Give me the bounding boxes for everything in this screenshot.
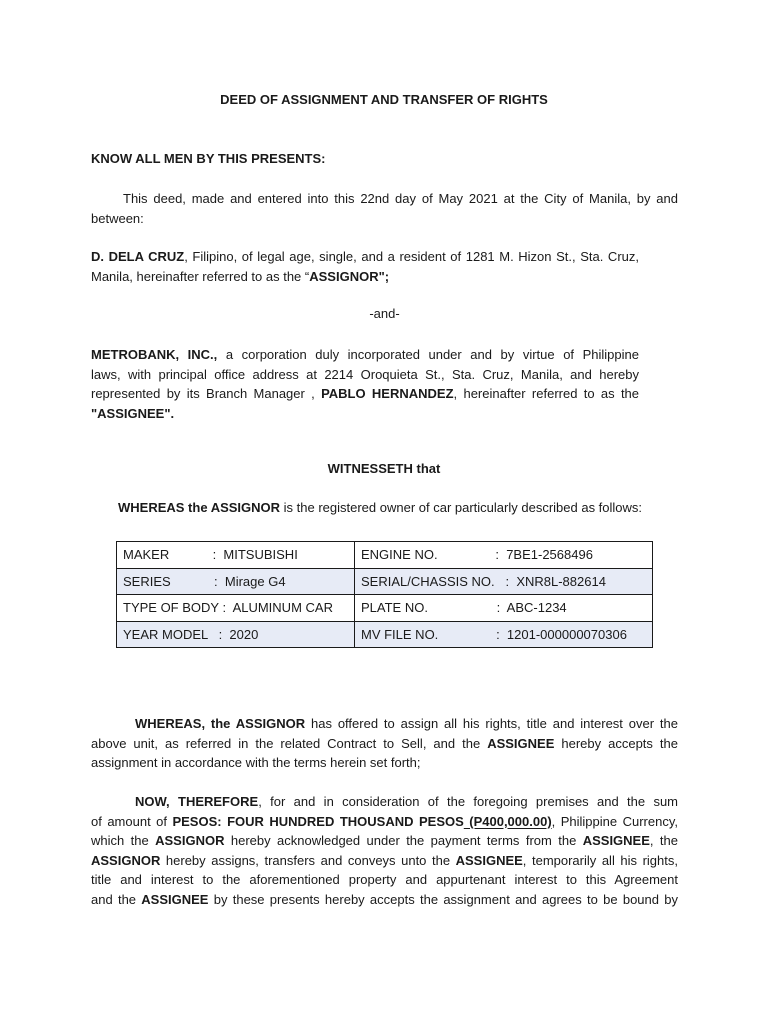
now-therefore-assignee: ASSIGNEE — [582, 833, 650, 848]
assignor-line-2-end: "; — [378, 268, 390, 284]
assignor-line-1-text: , Filipino, of legal age, single, and a resident of 1281 M. Hizon St., Sta. Cruz, — [184, 249, 639, 264]
assignee-line-1 — [91, 345, 639, 365]
whereas-owner-bold: WHEREAS the ASSIGNOR — [118, 500, 281, 515]
whereas-owner-line — [118, 500, 642, 515]
document-title: DEED OF ASSIGNMENT AND TRANSFER OF RIGHTS — [220, 92, 548, 107]
amount-in-figures: (P400,000.00) — [463, 813, 552, 829]
table-cell: PLATE NO. : ABC-1234 — [355, 595, 653, 622]
table-row — [117, 595, 653, 622]
assignee-paragraph — [91, 345, 639, 423]
assignor-paragraph — [91, 247, 639, 286]
assignor-line-1 — [91, 247, 639, 267]
assignor-label: ASSIGNOR — [309, 268, 379, 284]
now-therefore-line-6 — [91, 890, 678, 910]
now-therefore-line-3-mid: hereby acknowledged under the payment terms from the — [224, 833, 583, 848]
assignee-line-3-end: , hereinafter referred to as the — [453, 386, 640, 401]
now-therefore-line-4-end: , temporarily all his rights, — [522, 852, 678, 868]
now-therefore-assignor: ASSIGNOR — [91, 852, 161, 868]
now-therefore-line-6-text: and the — [91, 891, 142, 907]
assignor-line-2-text: Manila, hereinafter referred to as the “ — [91, 268, 310, 284]
now-therefore-line-2-end: , Philippine Currency, — [551, 813, 678, 829]
assignor-line-2 — [91, 267, 639, 287]
whereas-owner-text: is the registered owner of car particularly described as follows: — [280, 500, 643, 515]
assignee-representative: PABLO HERNANDEZ — [321, 386, 454, 401]
intro-paragraph — [91, 189, 678, 228]
now-therefore-line-3-end: , the — [649, 833, 678, 848]
now-therefore-bold: NOW, THEREFORE — [135, 794, 259, 809]
now-therefore-line-6-end: by these presents hereby accepts the assignment and agrees to be bound by — [208, 891, 678, 907]
now-therefore-line-2 — [91, 812, 678, 832]
know-all-heading: KNOW ALL MEN BY THIS PRESENTS: — [91, 151, 326, 166]
assignee-line-3 — [91, 384, 639, 404]
whereas-offer-assignee: ASSIGNEE — [487, 735, 555, 751]
table-row — [117, 568, 653, 595]
assignor-name: D. DELA CRUZ — [91, 249, 185, 264]
car-details-table — [116, 541, 653, 648]
whereas-offer-line-3: assignment in accordance with the terms herein set forth; — [91, 755, 421, 770]
assignee-line-3-text: represented by its Branch Manager , — [91, 386, 322, 401]
witnesseth-heading: WITNESSETH that — [327, 461, 441, 476]
table-cell: YEAR MODEL : 2020 — [117, 621, 355, 648]
amount-in-words: PESOS: FOUR HUNDRED THOUSAND PESOS — [172, 813, 464, 829]
now-therefore-line-3-text: which the — [91, 833, 156, 848]
table-row — [117, 621, 653, 648]
whereas-offer-bold: WHEREAS, the ASSIGNOR — [135, 716, 306, 731]
now-therefore-assignee: ASSIGNEE — [455, 852, 523, 868]
table-cell: MAKER : MITSUBISHI — [117, 542, 355, 569]
whereas-offer-line-2 — [91, 734, 678, 754]
now-therefore-line-2-text: of amount of — [91, 813, 173, 829]
table-row — [117, 542, 653, 569]
assignee-line-1-text: a corporation duly incorporated under and by virtue of Philippine — [217, 347, 639, 362]
table-cell: SERIAL/CHASSIS NO. : XNR8L-882614 — [355, 568, 653, 595]
now-therefore-line-1-text: , for and in consideration of the foregoing premises and the sum — [258, 794, 679, 809]
and-separator: -and- — [369, 306, 400, 321]
now-therefore-line-4 — [91, 851, 678, 871]
whereas-offer-line-2-text: above unit, as referred in the related Contract to Sell, and the — [91, 735, 488, 751]
now-therefore-line-4-mid: hereby assigns, transfers and conveys unto the — [160, 852, 456, 868]
now-therefore-line-5: title and interest to the aforementioned property and appurtenant interest to this Agreement — [91, 872, 678, 887]
intro-line-2: between: — [91, 210, 144, 226]
table-cell: ENGINE NO. : 7BE1-2568496 — [355, 542, 653, 569]
whereas-offer-line-1-text: has offered to assign all his rights, title and interest over the — [305, 716, 678, 731]
now-therefore-line-3 — [91, 831, 678, 851]
table-cell: TYPE OF BODY : ALUMINUM CAR — [117, 595, 355, 622]
table-cell: MV FILE NO. : 1201-000000070306 — [355, 621, 653, 648]
now-therefore-assignor: ASSIGNOR — [155, 833, 225, 848]
table-cell: SERIES : Mirage G4 — [117, 568, 355, 595]
assignee-line-4-end: . — [170, 405, 175, 421]
whereas-offer-line-1 — [91, 714, 678, 734]
assignee-line-4 — [91, 404, 639, 424]
intro-line-1: This deed, made and entered into this 22nd day of May 2021 at the City of Manila, by and — [123, 191, 678, 206]
assignee-name: METROBANK, INC., — [91, 347, 218, 362]
now-therefore-paragraph — [91, 792, 678, 909]
whereas-offer-paragraph — [91, 714, 678, 773]
now-therefore-line-1 — [91, 792, 678, 812]
now-therefore-assignee: ASSIGNEE — [141, 891, 209, 907]
whereas-offer-line-2-end: hereby accepts the — [554, 735, 678, 751]
assignee-label: "ASSIGNEE" — [91, 405, 171, 421]
assignee-line-2: laws, with principal office address at 2214 Oroquieta St., Sta. Cruz, Manila, and hereby — [91, 366, 639, 382]
